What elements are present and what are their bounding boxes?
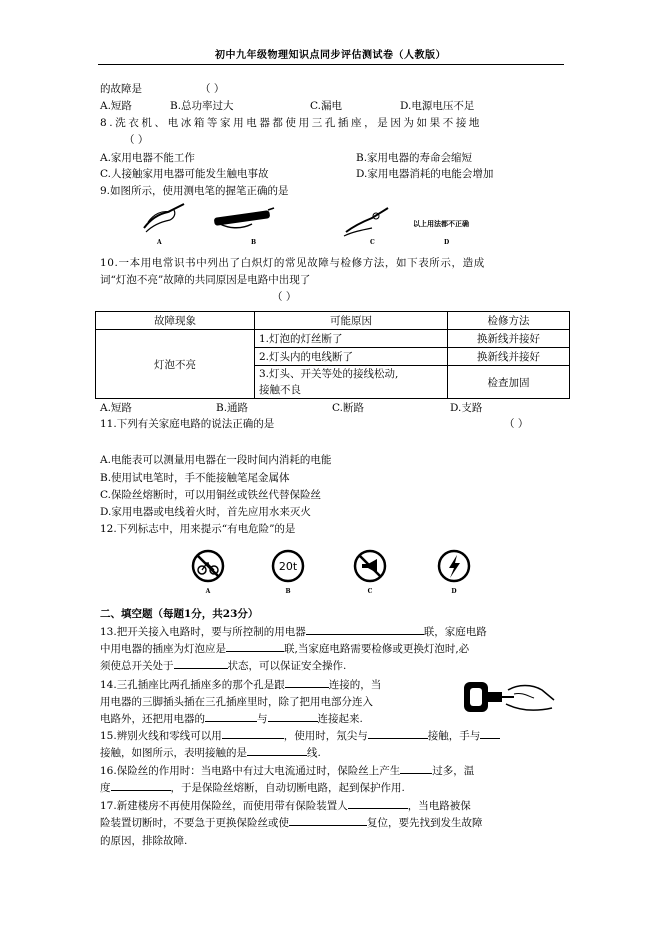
pen-grip-d-note: 以上用法都不正确 bbox=[413, 219, 469, 228]
pen-grip-a-label: A bbox=[157, 239, 162, 246]
q15-blank-1[interactable] bbox=[222, 737, 284, 739]
q11-option-c: C.保险丝熔断时，可以用铜丝或铁丝代替保险丝 bbox=[100, 489, 321, 501]
q16-line2 bbox=[100, 783, 405, 794]
q11-stem: 11.下列有关家庭电路的说法正确的是 bbox=[100, 418, 275, 430]
q13-line3 bbox=[100, 661, 346, 672]
q11-option-b: B.使用试电笔时，手不能接触笔尾金属体 bbox=[100, 472, 290, 484]
q17-line1 bbox=[100, 801, 471, 812]
q8-option-a: A.家用电器不能工作 bbox=[100, 152, 195, 164]
q7-option-b: B.总功率过大 bbox=[170, 100, 234, 112]
q17-blank-2[interactable] bbox=[289, 824, 367, 826]
q13-blank-2[interactable] bbox=[226, 650, 284, 652]
q7-answer-paren: （ ） bbox=[200, 83, 225, 95]
sign-c-label: C bbox=[367, 588, 373, 595]
pen-grip-a-illustration bbox=[140, 198, 188, 238]
q10-answer-paren: （ ） bbox=[272, 291, 297, 303]
q15-text: ，使用时，氖尖与 bbox=[283, 730, 368, 742]
q14-line3 bbox=[100, 714, 363, 725]
pen-grip-d-label: D bbox=[444, 239, 450, 246]
phenomenon-cell: 灯泡不亮 bbox=[96, 330, 255, 399]
q16-line1 bbox=[100, 766, 474, 777]
q14-line1 bbox=[100, 680, 381, 691]
q16-text: 过多，温 bbox=[432, 765, 475, 777]
q12-stem: 12.下列标志中，用来提示“有电危险”的是 bbox=[100, 523, 296, 535]
fault-table-header-row bbox=[96, 312, 570, 330]
q7-option-a: A.短路 bbox=[100, 100, 132, 112]
q14-text: 连接的，当 bbox=[328, 679, 382, 691]
q13-text: 中用电器的插座为灯泡应是 bbox=[100, 643, 226, 655]
q15-line2 bbox=[100, 748, 321, 759]
q15-blank-2[interactable] bbox=[368, 737, 428, 739]
q14-text: 连接起来. bbox=[317, 713, 363, 725]
q17-text: 险装置切断时，不要急于更换保险丝或使 bbox=[100, 817, 289, 829]
q13-line2 bbox=[100, 644, 469, 655]
q14-blank-2[interactable] bbox=[205, 720, 257, 722]
q8-stem: 8.洗衣机、电冰箱等家用电器都使用三孔插座，是因为如果不接地 bbox=[100, 117, 483, 129]
q14-line2: 用电器的三脚插头插在三孔插座里时，除了把用电部分连入 bbox=[100, 696, 373, 708]
q17-line2 bbox=[100, 818, 483, 829]
q10-option-d: D.支路 bbox=[450, 402, 483, 414]
q16-text: 16.保险丝的作用时：当电路中有过大电流通过时，保险丝上产生 bbox=[100, 765, 401, 777]
header-rule bbox=[98, 64, 564, 65]
q17-line3: 的原因，排除故障. bbox=[100, 835, 188, 847]
pen-grip-c-label: C bbox=[370, 239, 375, 246]
electric-danger-sign-icon bbox=[437, 549, 471, 583]
q15-line1 bbox=[100, 731, 500, 742]
no-horn-sign-icon bbox=[353, 549, 387, 583]
q17-text: 17.新建楼房不再使用保险丝，而使用带有保险装置人 bbox=[100, 800, 348, 812]
q10-stem-line2: 词“灯泡不亮”故障的共同原因是电路中出现了 bbox=[100, 274, 311, 286]
header-phenomenon: 故障现象 bbox=[96, 312, 255, 330]
q13-text: 13.把开关接入电路时，要与所控制的用电器 bbox=[100, 626, 306, 638]
method-cell: 检查加固 bbox=[448, 366, 570, 399]
q14-text: 与 bbox=[257, 713, 268, 725]
plug-socket-illustration bbox=[462, 676, 558, 722]
q8-option-b: B.家用电器的寿命会缩短 bbox=[356, 152, 473, 164]
q14-blank-1[interactable] bbox=[285, 686, 329, 688]
q13-text: 须使总开关处于 bbox=[100, 660, 174, 672]
header-method: 检修方法 bbox=[448, 312, 570, 330]
q15-text: 15.辨别火线和零线可以用 bbox=[100, 730, 222, 742]
cause-cell bbox=[255, 366, 448, 399]
q8-option-d: D.家用电器消耗的电能会增加 bbox=[356, 168, 494, 180]
q15-text: 接触，手与 bbox=[427, 730, 481, 742]
sign-a-label: A bbox=[205, 588, 211, 595]
q14-text: 电路外，还把用电器的 bbox=[100, 713, 205, 725]
q8-answer-paren: （ ） bbox=[124, 134, 149, 146]
table-row bbox=[96, 330, 570, 348]
q11-option-d: D.家用电器或电线着火时，首先应用水来灭火 bbox=[100, 506, 311, 518]
header-cause: 可能原因 bbox=[255, 312, 448, 330]
q15-text: 接触，如图所示，表明接触的是 bbox=[100, 747, 247, 759]
q10-option-b: B.通路 bbox=[216, 402, 249, 414]
q9-stem: 9.如图所示，使用测电笔的握笔正确的是 bbox=[100, 185, 289, 197]
cause-line2: 接触不良 bbox=[259, 384, 301, 396]
cause-cell: 1.灯泡的灯丝断了 bbox=[255, 330, 448, 348]
q16-blank-1[interactable] bbox=[400, 772, 432, 774]
q10-option-a: A.短路 bbox=[100, 402, 132, 414]
q14-blank-3[interactable] bbox=[268, 720, 318, 722]
pen-grip-b-label: B bbox=[251, 239, 257, 246]
sign-d-label: D bbox=[451, 588, 457, 595]
q15-blank-3[interactable] bbox=[480, 737, 500, 739]
q15-text: 线. bbox=[307, 747, 321, 759]
q13-blank-1[interactable] bbox=[306, 633, 424, 635]
cause-cell: 2.灯头内的电线断了 bbox=[255, 348, 448, 366]
q13-text: 联，家庭电路 bbox=[423, 626, 487, 638]
q16-blank-2[interactable] bbox=[111, 789, 171, 791]
q8-option-c: C.人接触家用电器可能发生触电事故 bbox=[100, 168, 269, 180]
q15-blank-4[interactable] bbox=[247, 754, 307, 756]
method-cell: 换新线并接好 bbox=[448, 330, 570, 348]
q10-option-c: C.断路 bbox=[332, 402, 364, 414]
q7-option-d: D.电源电压不足 bbox=[400, 100, 475, 112]
q17-text: 复位，要先找到发生故障 bbox=[367, 817, 483, 829]
page-header-title: 初中九年级物理知识点同步评估测试卷（人教版） bbox=[215, 50, 446, 61]
section-2-title: 二、填空题（每题1分，共23分） bbox=[100, 608, 259, 620]
q16-text: ，于是保险丝熔断，自动切断电路，起到保护作用. bbox=[170, 782, 405, 794]
no-bicycle-sign-icon bbox=[191, 549, 225, 583]
q17-text: ，当电路被保 bbox=[407, 800, 471, 812]
fault-table bbox=[95, 311, 570, 399]
q11-option-a: A.电能表可以测量用电器在一段时间内消耗的电能 bbox=[100, 454, 332, 466]
q11-answer-paren: （ ） bbox=[504, 418, 529, 430]
q17-blank-1[interactable] bbox=[348, 807, 408, 809]
pen-grip-c-illustration bbox=[340, 202, 392, 238]
method-cell: 换新线并接好 bbox=[448, 348, 570, 366]
pen-grip-b-illustration bbox=[212, 204, 276, 234]
q7-stem-tail: 的故障是 bbox=[100, 83, 142, 95]
q13-text: 状态，可以保证安全操作. bbox=[227, 660, 347, 672]
sign-b-label: B bbox=[285, 588, 291, 595]
q13-blank-3[interactable] bbox=[174, 667, 228, 669]
q14-text: 14.三孔插座比两孔插座多的那个孔是跟 bbox=[100, 679, 285, 691]
cause-line1: 3.灯头、开关等处的接线松动, bbox=[259, 368, 399, 380]
q13-line1 bbox=[100, 627, 487, 638]
q7-option-c: C.漏电 bbox=[310, 100, 342, 112]
q10-stem-line1: 10.一本用电常识书中列出了白炽灯的常见故障与检修方法，如下表所示，造成 bbox=[100, 257, 485, 269]
q13-text: 联,当家庭电路需要检修或更换灯泡时,必 bbox=[284, 643, 470, 655]
weight-limit-sign-text: 20t bbox=[278, 560, 298, 573]
q16-text: 度 bbox=[100, 782, 111, 794]
